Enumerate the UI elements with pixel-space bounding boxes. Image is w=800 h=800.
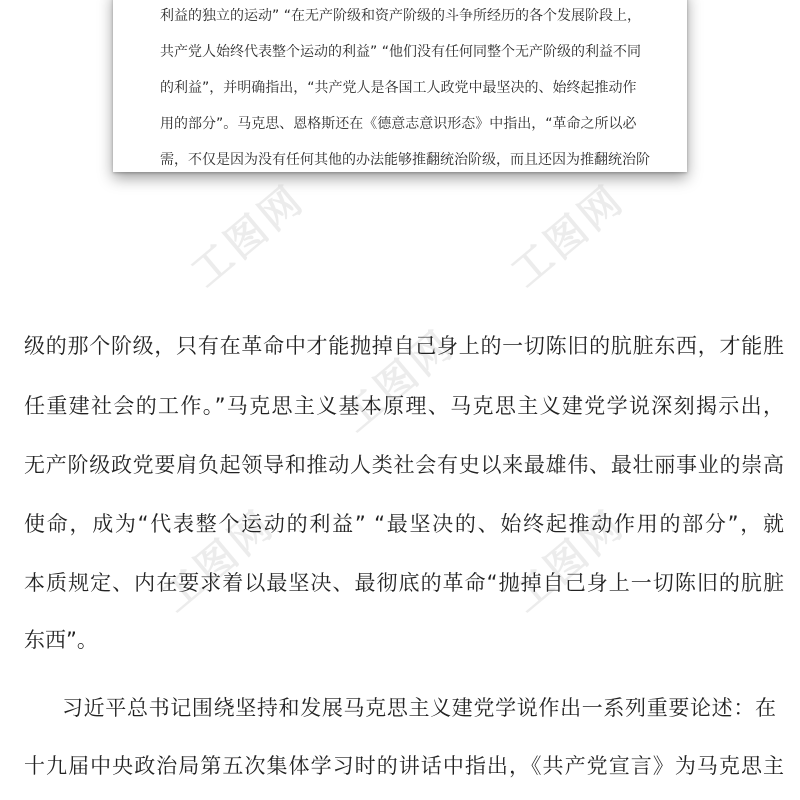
card-text-line: 利益的独立的运动” “在无产阶级和资产阶级的斗争所经历的各个发展阶段上， [160,8,641,24]
card-text-line: 共产党人始终代表整个运动的利益” “他们没有任何同整个无产阶级的利益不同 [160,44,641,60]
body-text-line: 使命，成为“代表整个运动的利益” “最坚决的、始终起推动作用的部分”，就 [24,512,784,536]
body-text-line: 十九届中央政治局第五次集体学习时的讲话中指出，《共产党宣言》为马克思主 [24,754,784,778]
watermark: 工图网 [182,176,314,297]
body-text-line: 任重建社会的工作。”马克思主义基本原理、马克思主义建党学说深刻揭示出， [24,394,784,418]
watermark: 工图网 [502,176,634,297]
body-text-line: 东西”。 [24,628,98,652]
body-text-line: 无产阶级政党要肩负起领导和推动人类社会有史以来最雄伟、最壮丽事业的崇高 [24,453,784,477]
card-text-line: 需，不仅是因为没有任何其他的办法能够推翻统治阶级，而且还因为推翻统治阶 [160,152,650,168]
card-text-line: 的利益”，并明确指出，“共产党人是各国工人政党中最坚决的、始终起推动作 [160,80,637,96]
watermark: 工图网 [332,321,464,442]
card-text-line: 用的部分”。马克思、恩格斯还在《德意志意识形态》中指出，“革命之所以必 [160,116,637,132]
body-text-line: 级的那个阶级，只有在革命中才能抛掉自己身上的一切陈旧的肮脏东西，才能胜 [24,334,784,358]
watermark: 工图网 [502,501,634,622]
quoted-excerpt-card [113,0,687,172]
watermark: 工图网 [152,501,284,622]
body-text-line: 本质规定、内在要求着以最坚决、最彻底的革命“抛掉自己身上一切陈旧的肮脏 [24,571,784,595]
body-text-line: 习近平总书记围绕坚持和发展马克思主义建党学说作出一系列重要论述：在 [62,696,776,720]
